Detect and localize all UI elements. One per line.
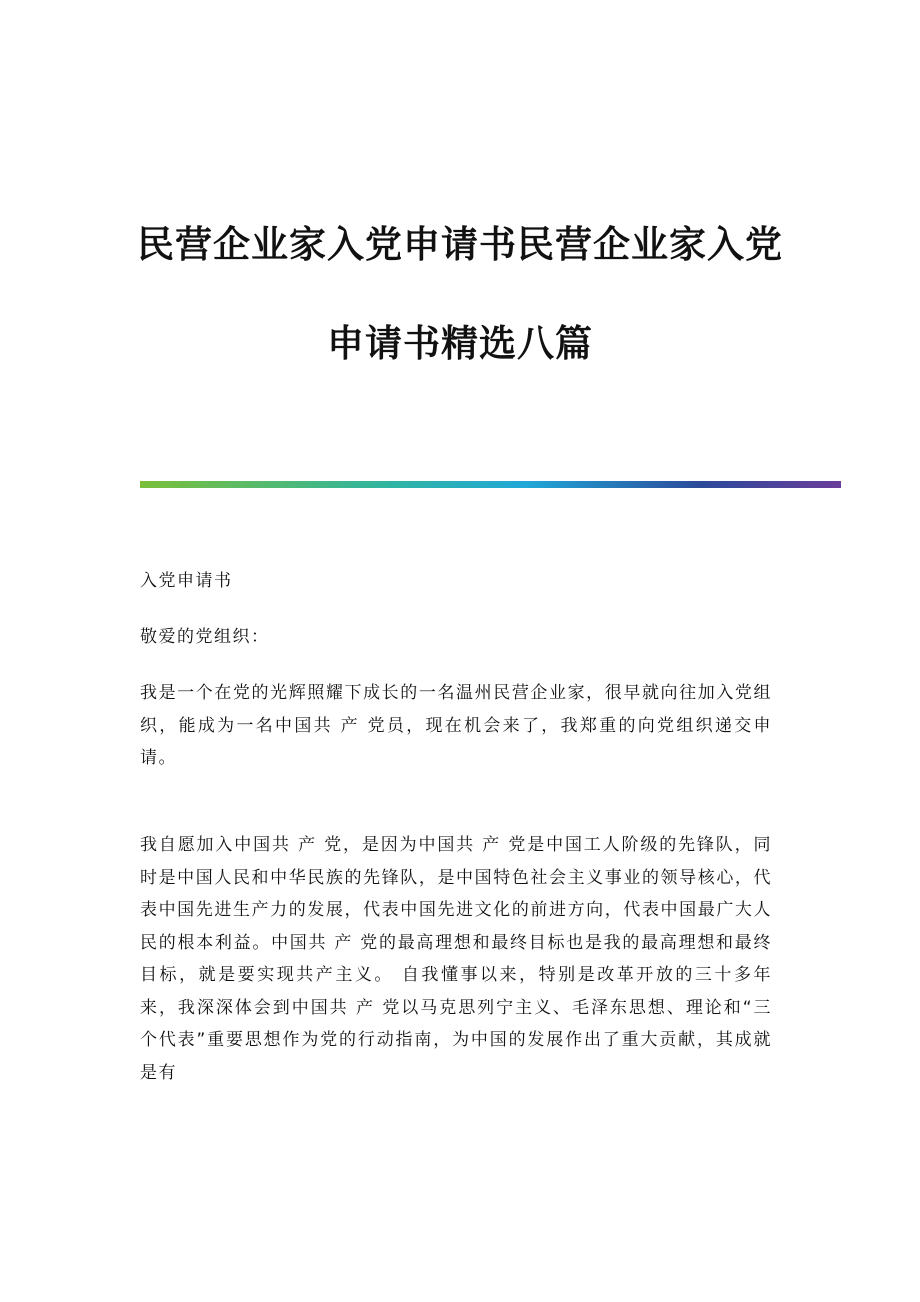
salutation: 敬爱的党组织： (140, 627, 270, 647)
section-heading: 入党申请书 (140, 571, 233, 591)
body-paragraph-2: 我自愿加入中国共 产 党，是因为中国共 产 党是中国工人阶级的先锋队，同时是中国人民和中华民族的先锋队，是中国特色社会主义事业的领导核心，代表中国先进生产力的发展，代表中国先进文化的前进方向，代表中国最广大人民的根本利益。中国共 产 党的最高理想和最终目标也是我的最高理想和最终目标，就是要实现共产主义。 自我懂事以来，特别是改革开放的三十多年来，我深深体会到中国共 产 党以马克思列宁主义、毛泽东思想、理论和“三个代表”重要思想作为党的行动指南，为中国的发展作出了重大贡献，其成就是有 (140, 835, 772, 1083)
body-paragraph-1: 我是一个在党的光辉照耀下成长的一名温州民营企业家，很早就向往加入党组织，能成为一名中国共 产 党员，现在机会来了，我郑重的向党组织递交申请。 (140, 683, 772, 768)
gradient-divider (140, 481, 841, 488)
document-title-line-1: 民营企业家入党申请书民营企业家入党 (137, 223, 783, 266)
document-title-line-2: 申请书精选八篇 (327, 322, 593, 365)
